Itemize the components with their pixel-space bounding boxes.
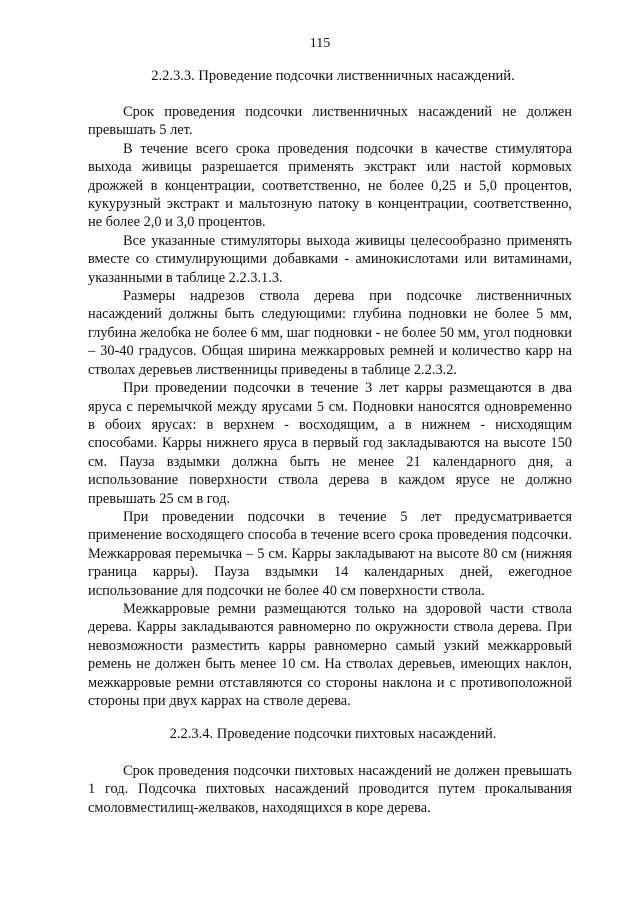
section-body-larch	[88, 103, 572, 710]
section-heading-2-2-3-4: 2.2.3.4. Проведение подсочки пихтовых насаждений.	[169, 726, 497, 742]
paragraph: При проведении подсочки в течение 5 лет предусматривается применение восходящего способа в течение всего срока проведения подсочки. Межкарровая перемычка – 5 см. Карры закладывают на высоте 80 см (нижняя граница карры). Пауза вздымки 14 календарных дней, ежегодное использование для подсочки не более 40 см поверхности ствола.	[88, 508, 572, 599]
paragraph: При проведении подсочки в течение 3 лет карры размещаются в два яруса с перемычкой между ярусами 5 см. Подновки наносятся одновременно в обоих ярусах: в верхнем - восходящим, а в нижнем - нисходящим способами. Карры нижнего яруса в первый год закладываются на высоте 150 см. Пауза вздымки должна быть не менее 21 календарного дня, а использование поверхности ствола дерева в каждом ярусе не должно превышать 25 см в год.	[88, 380, 572, 507]
paragraph: Срок проведения подсочки пихтовых насаждений не должен превышать 1 год. Подсочка пихтовых насаждений проводится путем прокалывания смоловместилищ-желваков, находящихся в коре дерева.	[88, 763, 572, 816]
paragraph: Все указанные стимуляторы выхода живицы целесообразно применять вместе со стимулирующими добавками - аминокислотами или витаминами, указанными в таблице 2.2.3.1.3.	[88, 232, 572, 286]
paragraph: Межкарровые ремни размещаются только на здоровой части ствола дерева. Карры закладываются равномерно по окружности ствола дерева. При невозможности разместить карры равномерно самый узкий межкарровый ремень не должен быть менее 10 см. На стволах деревьев, имеющих наклон, межкарровые ремни отставляются со стороны наклона и с противоположной стороны при двух каррах на стволе дерева.	[88, 600, 572, 709]
paragraph: В течение всего срока проведения подсочки в качестве стимулятора выхода живицы разрешается применять экстракт или настой кормовых дрожжей в концентрации, соответственно, не более 0,25 и 5,0 процентов, кукурузный экстракт и мальтозную патоку в концентрации, соответственно, не более 2,0 и 3,0 процентов.	[88, 140, 572, 231]
paragraph: Размеры надрезов ствола дерева при подсочке лиственничных насаждений должны быть следующими: глубина подновки не более 5 мм, глубина желобка не более 6 мм, шаг подновки - не более 50 мм, угол подновки – 30-40 градусов. Общая ширина межкарровых ремней и количество карр на стволах деревьев лиственницы приведены в таблице 2.2.3.2.	[88, 288, 572, 378]
section-heading-2-2-3-3: 2.2.3.3. Проведение подсочки лиственничных насаждений.	[151, 68, 515, 84]
section-body-fir	[88, 762, 572, 817]
paragraph: Срок проведения подсочки лиственничных насаждений не должен превышать 5 лет.	[88, 104, 572, 139]
page-number: 115	[309, 36, 331, 51]
